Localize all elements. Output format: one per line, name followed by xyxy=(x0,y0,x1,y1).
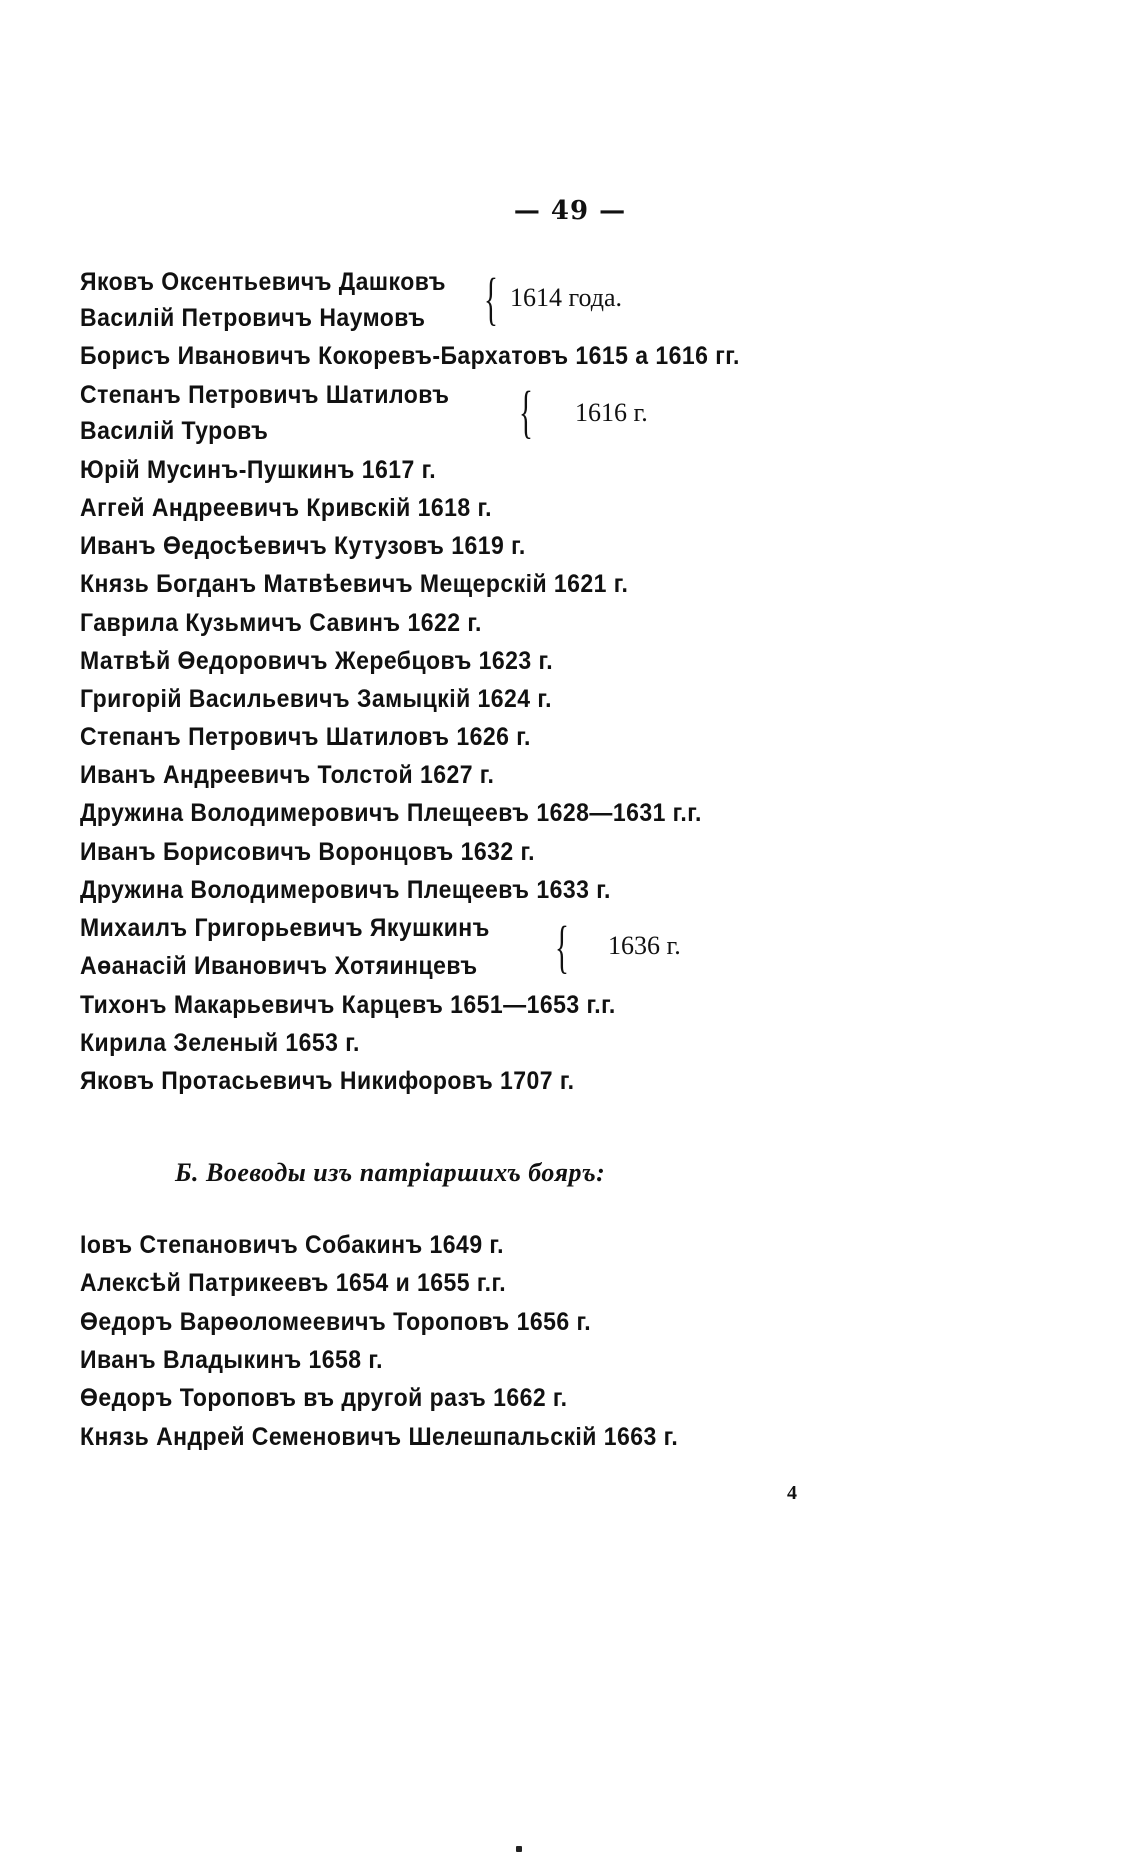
entry-line: Василій Туровъ xyxy=(80,417,269,445)
group-date: 1616 г. xyxy=(575,398,648,427)
entry-line: Матвѣй Өедоровичъ Жеребцовъ 1623 г. xyxy=(80,647,554,675)
entry-line: Юрій Мусинъ-Пушкинъ 1617 г. xyxy=(80,456,437,484)
entry-line: Іовъ Степановичъ Собакинъ 1649 г. xyxy=(80,1231,505,1259)
group-date: 1614 года. xyxy=(510,283,623,312)
entry-line: Иванъ Өедосѣевичъ Кутузовъ 1619 г. xyxy=(80,532,526,560)
section-heading: Б. Воеводы изъ патріаршихъ бояръ: xyxy=(175,1158,606,1187)
brace-icon: { xyxy=(554,914,569,979)
entry-line: Григорій Васильевичъ Замыцкій 1624 г. xyxy=(80,685,552,713)
page-number: — 49 — xyxy=(513,196,627,226)
brace-icon: { xyxy=(483,266,498,331)
entry-line: Аөанасій Ивановичъ Хотяинцевъ xyxy=(80,952,478,980)
brace-icon: { xyxy=(518,379,533,444)
signature-mark: 4 xyxy=(787,1482,797,1504)
entry-line: Алексѣй Патрикеевъ 1654 и 1655 г.г. xyxy=(80,1269,507,1297)
entry-line: Кирила Зеленый 1653 г. xyxy=(80,1029,360,1057)
entry-line: Өедоръ Варөоломеевичъ Тороповъ 1656 г. xyxy=(80,1308,592,1336)
entry-line: Гаврила Кузьмичъ Савинъ 1622 г. xyxy=(80,609,482,637)
entry-line: Тихонъ Макарьевичъ Карцевъ 1651—1653 г.г. xyxy=(80,991,616,1019)
ink-speck xyxy=(516,1846,522,1852)
entry-line: Дружина Володимеровичъ Плещеевъ 1628—1631 г.г. xyxy=(80,799,702,827)
entry-line: Иванъ Андреевичъ Толстой 1627 г. xyxy=(80,761,495,789)
entry-line: Дружина Володимеровичъ Плещеевъ 1633 г. xyxy=(80,876,611,904)
group-date: 1636 г. xyxy=(608,931,681,960)
entry-line: Степанъ Петровичъ Шатиловъ 1626 г. xyxy=(80,723,531,751)
entry-line: Аггей Андреевичъ Кривскій 1618 г. xyxy=(80,494,493,522)
entry-line: Яковъ Протасьевичъ Никифоровъ 1707 г. xyxy=(80,1067,575,1095)
entry-line: Князь Богданъ Матвѣевичъ Мещерскій 1621 г. xyxy=(80,570,629,598)
entry-line: Князь Андрей Семеновичъ Шелешпальскій 1663 г. xyxy=(80,1423,679,1451)
entry-line: Михаилъ Григорьевичъ Якушкинъ xyxy=(80,914,490,942)
entry-line: Степанъ Петровичъ Шатиловъ xyxy=(80,381,450,409)
entry-line: Василій Петровичъ Наумовъ xyxy=(80,304,426,332)
entry-line: Иванъ Владыкинъ 1658 г. xyxy=(80,1346,383,1374)
entry-line: Яковъ Оксентьевичъ Дашковъ xyxy=(80,268,446,296)
entry-line: Иванъ Борисовичъ Воронцовъ 1632 г. xyxy=(80,838,536,866)
entry-line: Борисъ Ивановичъ Кокоревъ-Бархатовъ 1615 а 1616 гг. xyxy=(80,342,740,370)
entry-line: Өедоръ Тороповъ въ другой разъ 1662 г. xyxy=(80,1384,568,1412)
